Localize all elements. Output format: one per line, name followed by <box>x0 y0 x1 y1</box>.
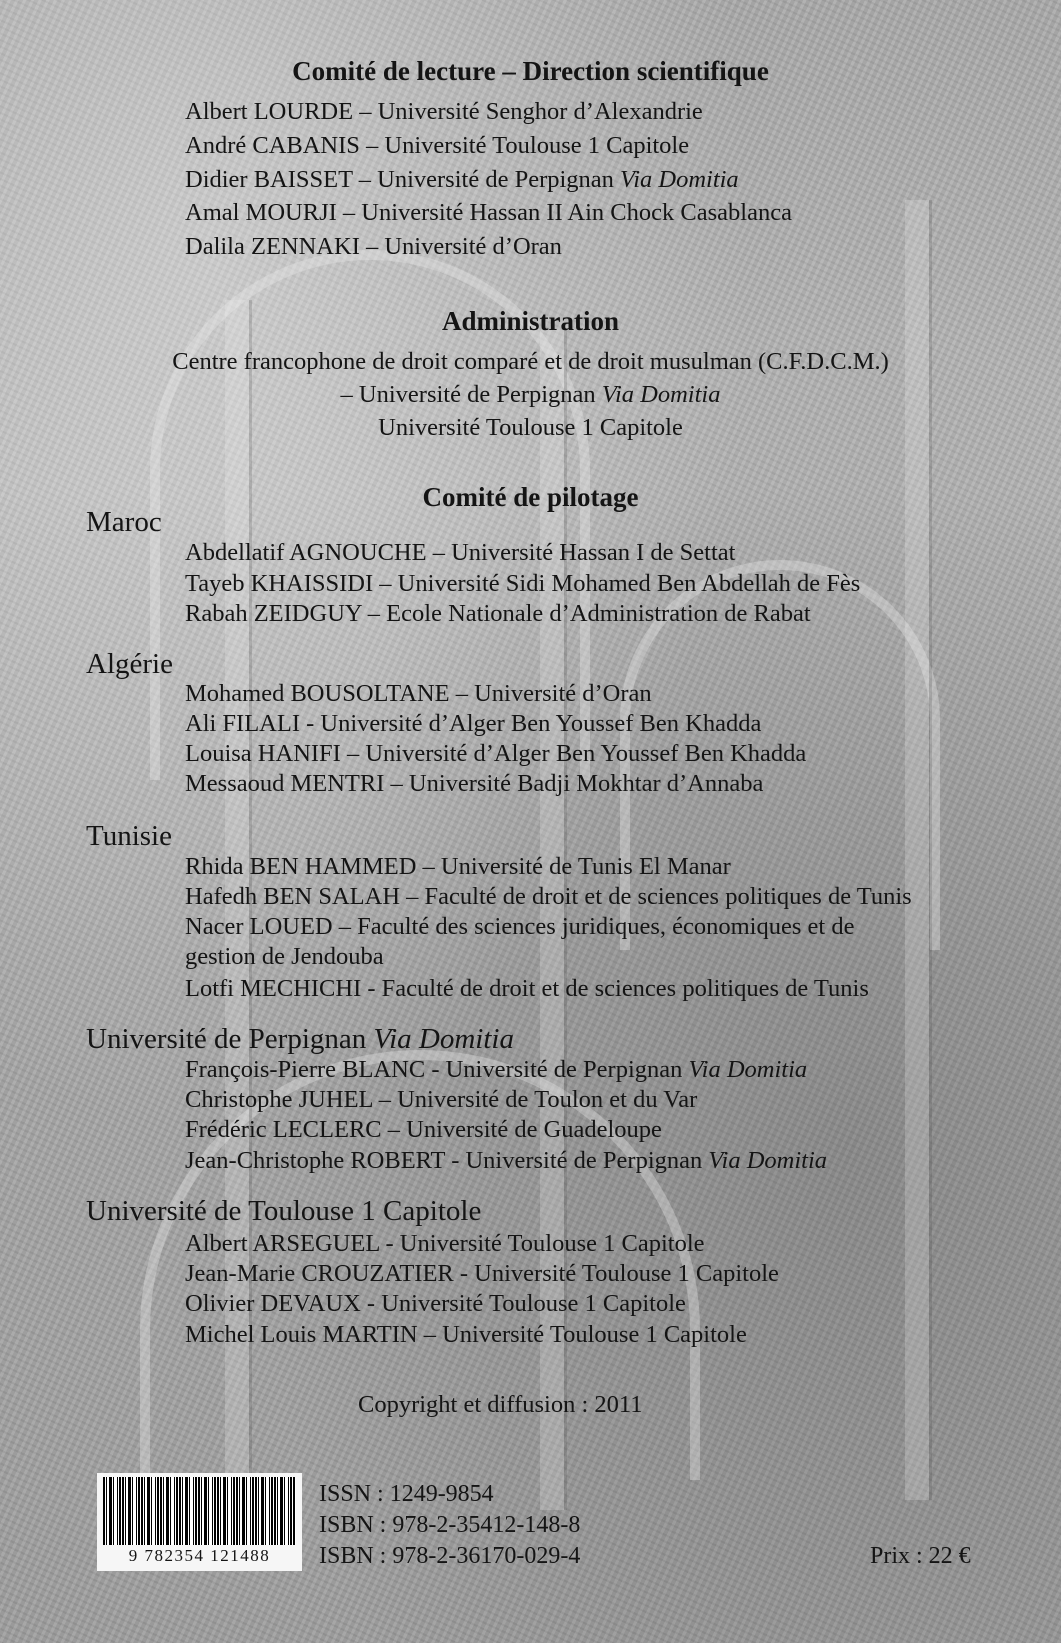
lecture-member: Didier BAISSET – Université de Perpignan Via Domitia <box>185 166 739 193</box>
pilotage-member: Lotfi MECHICHI - Faculté de droit et de sciences politiques de Tunis <box>185 975 869 1002</box>
pilotage-member: Tayeb KHAISSIDI – Université Sidi Mohamed Ben Abdellah de Fès <box>185 570 861 597</box>
issn: ISSN : 1249-9854 <box>319 1481 494 1507</box>
pilotage-member: Jean-Marie CROUZATIER - Université Toulouse 1 Capitole <box>185 1260 779 1287</box>
pilotage-member: Nacer LOUED – Faculté des sciences juridiques, économiques et de <box>185 913 855 940</box>
pilotage-member: Hafedh BEN SALAH – Faculté de droit et de sciences politiques de Tunis <box>185 883 912 910</box>
administration-line: Centre francophone de droit comparé et de droit musulman (C.F.D.C.M.) <box>172 348 889 375</box>
country-heading: Algérie <box>86 648 173 680</box>
country-heading: Université de Perpignan Via Domitia <box>86 1023 514 1055</box>
barcode-number: 9 782354 121488 <box>128 1546 271 1565</box>
comite-lecture-heading: Comité de lecture – Direction scientifique <box>292 56 769 86</box>
pilotage-member: Rabah ZEIDGUY – Ecole Nationale d’Administration de Rabat <box>185 600 811 627</box>
barcode-bars <box>103 1477 296 1545</box>
lecture-member: Dalila ZENNAKI – Université d’Oran <box>185 233 562 260</box>
comite-pilotage-heading: Comité de pilotage <box>422 482 639 512</box>
administration-line: Université Toulouse 1 Capitole <box>378 414 683 441</box>
country-heading: Tunisie <box>86 820 172 852</box>
lecture-member: Albert LOURDE – Université Senghor d’Alexandrie <box>185 98 703 125</box>
pilotage-member: Albert ARSEGUEL - Université Toulouse 1 Capitole <box>185 1230 705 1257</box>
pilotage-member: Christophe JUHEL – Université de Toulon et du Var <box>185 1086 698 1113</box>
pilotage-member: Louisa HANIFI – Université d’Alger Ben Youssef Ben Khadda <box>185 740 807 767</box>
pilotage-member: Mohamed BOUSOLTANE – Université d’Oran <box>185 680 652 707</box>
copyright-line: Copyright et diffusion : 2011 <box>358 1391 643 1418</box>
administration-line: – Université de Perpignan Via Domitia <box>340 381 721 408</box>
administration-heading: Administration <box>441 306 620 336</box>
country-heading: Université de Toulouse 1 Capitole <box>86 1195 482 1227</box>
pilotage-member: Michel Louis MARTIN – Université Toulouse 1 Capitole <box>185 1321 747 1348</box>
pilotage-member: gestion de Jendouba <box>185 943 384 970</box>
price: Prix : 22 € <box>870 1543 971 1569</box>
country-heading: Maroc <box>86 506 162 538</box>
pilotage-member: Olivier DEVAUX - Université Toulouse 1 Capitole <box>185 1290 686 1317</box>
pilotage-member: François-Pierre BLANC - Université de Perpignan Via Domitia <box>185 1056 808 1083</box>
isbn-primary: ISBN : 978-2-35412-148-8 <box>319 1512 581 1538</box>
barcode <box>97 1473 302 1571</box>
pilotage-member: Abdellatif AGNOUCHE – Université Hassan I de Settat <box>185 539 736 566</box>
pilotage-member: Ali FILALI - Université d’Alger Ben Youssef Ben Khadda <box>185 710 762 737</box>
isbn-secondary: ISBN : 978-2-36170-029-4 <box>319 1543 581 1569</box>
pilotage-member: Frédéric LECLERC – Université de Guadeloupe <box>185 1116 662 1143</box>
pilotage-member: Jean-Christophe ROBERT - Université de Perpignan Via Domitia <box>185 1147 828 1174</box>
lecture-member: André CABANIS – Université Toulouse 1 Capitole <box>185 132 690 159</box>
pilotage-member: Messaoud MENTRI – Université Badji Mokhtar d’Annaba <box>185 770 764 797</box>
pilotage-member: Rhida BEN HAMMED – Université de Tunis El Manar <box>185 853 731 880</box>
lecture-member: Amal MOURJI – Université Hassan II Ain Chock Casablanca <box>185 199 792 226</box>
